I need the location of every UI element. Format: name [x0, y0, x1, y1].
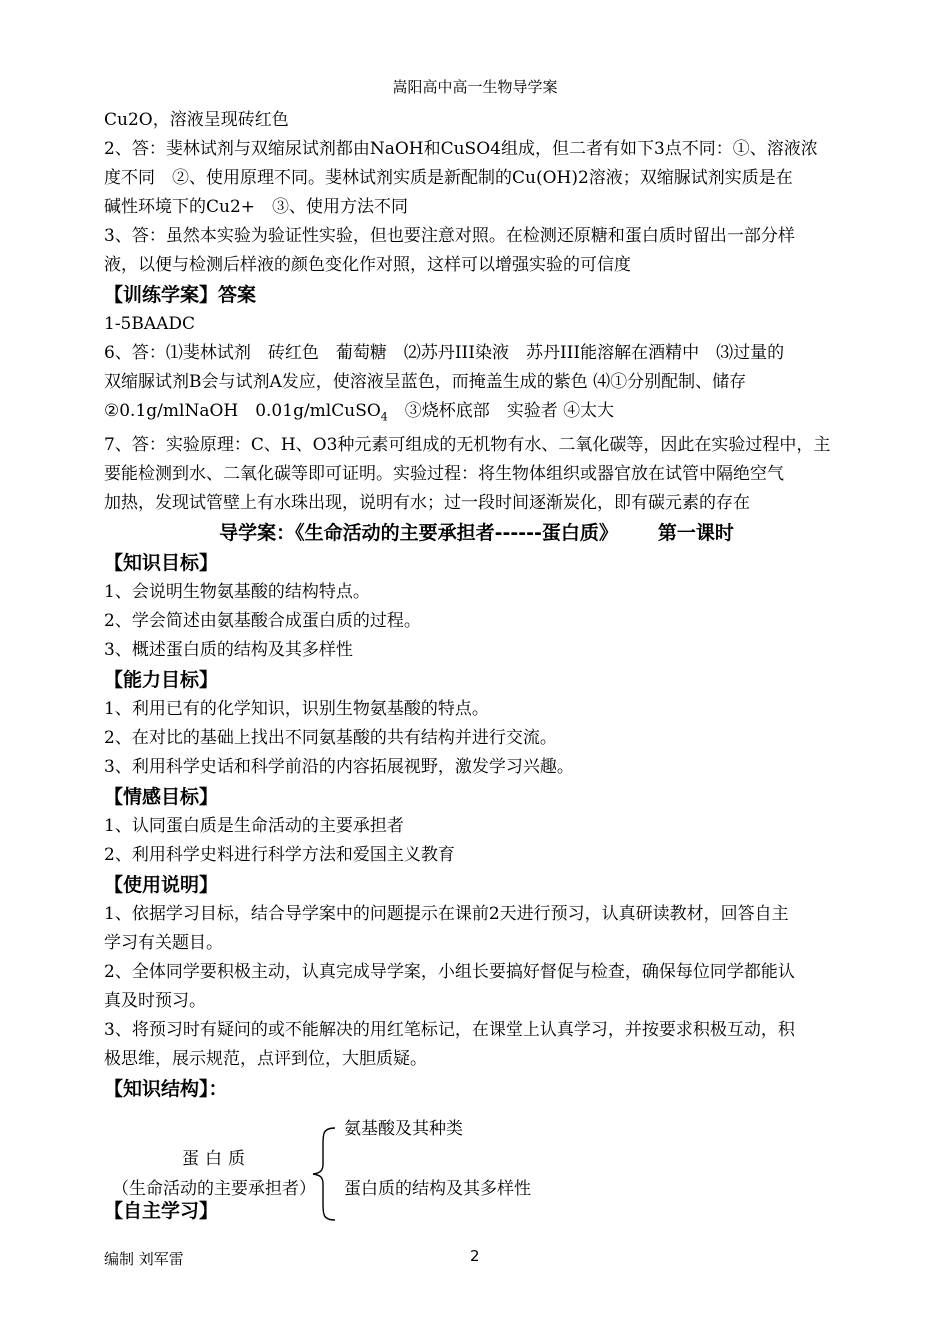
answer-line: Cu2O，溶液呈现砖红色 [104, 110, 289, 130]
training-line: 7、答：实验原理：C、H、O3种元素可组成的无机物有水、二氧化碳等，因此在实验过程中，主 [104, 435, 831, 456]
footer-editor: 编制 刘军雷 [104, 1250, 184, 1268]
document-body [104, 106, 849, 1226]
knowledge-heading: 【知识目标】 [104, 552, 219, 575]
lesson-title [104, 518, 849, 548]
training-line: 要能检测到水、二氧化碳等即可证明。实验过程：将生物体组织或器官放在试管中隔绝空气 [104, 464, 784, 485]
training-line: 1-5BAADC [104, 314, 196, 334]
structure-node: 蛋白质 [182, 1149, 251, 1170]
knowledge-item: 2、学会简述由氨基酸合成蛋白质的过程。 [104, 611, 421, 632]
chem-text: ②0.1g/mlNaOH 0.01g/mlCuSO [104, 401, 381, 421]
answer-line: 度不同 ②、使用原理不同。斐林试剂实质是新配制的Cu(OH)2溶液；双缩脲试剂实质是在 [104, 168, 793, 188]
curly-brace-icon [309, 1126, 339, 1222]
usage-line: 2、全体同学要积极主动，认真完成导学案，小组长要搞好督促与检查，确保每位同学都能认 [104, 962, 795, 983]
structure-heading: 【知识结构】： [104, 1078, 228, 1101]
structure-branch-protein-structure: 蛋白质的结构及其多样性 [344, 1179, 531, 1200]
page-number: 2 [470, 1247, 480, 1265]
structure-branch-amino-acids: 氨基酸及其种类 [344, 1119, 463, 1140]
ability-item: 1、利用已有的化学知识，识别生物氨基酸的特点。 [104, 699, 489, 720]
structure-node-note: （生命活动的主要承担者） [112, 1179, 316, 1200]
training-line: 6、答：⑴斐林试剂 砖红色 葡萄糖 ⑵苏丹III染液 苏丹III能溶解在酒精中 ⑶过量的 [104, 343, 785, 363]
lesson-title-main: 导学案：《生命活动的主要承担者------蛋白质》 [219, 522, 618, 545]
knowledge-item: 1、会说明生物氨基酸的结构特点。 [104, 582, 370, 603]
usage-line: 1、依据学习目标，结合导学案中的问题提示在课前2天进行预习，认真研读教材，回答自主 [104, 904, 789, 925]
emotion-item: 2、利用科学史料进行科学方法和爱国主义教育 [104, 845, 455, 866]
usage-line: 3、将预习时有疑问的或不能解决的用红笔标记，在课堂上认真学习，并按要求积极互动，积 [104, 1020, 795, 1041]
knowledge-structure-diagram [104, 1104, 849, 1222]
answer-line: 液，以便与检测后样液的颜色变化作对照，这样可以增强实验的可信度 [104, 255, 631, 275]
ability-item: 3、利用科学史话和科学前沿的内容拓展视野，激发学习兴趣。 [104, 757, 574, 778]
emotion-heading: 【情感目标】 [104, 786, 219, 809]
self-study-heading: 【自主学习】 [104, 1200, 219, 1223]
usage-line: 学习有关题目。 [104, 933, 223, 954]
usage-line: 真及时预习。 [104, 991, 206, 1012]
answer-line: 2、答：斐林试剂与双缩尿试剂都由NaOH和CuSO4组成，但二者有如下3点不同：①、溶液浓 [104, 139, 818, 159]
chem-text-rest: ③烧杯底部 实验者 ④太大 [387, 401, 615, 421]
answer-line: 3、答：虽然本实验为验证性实验，但也要注意对照。在检测还原糖和蛋白质时留出一部分样 [104, 226, 795, 246]
training-line: 加热，发现试管壁上有水珠出现，说明有水；过一段时间逐渐炭化，即有碳元素的存在 [104, 493, 750, 514]
training-line: 双缩脲试剂B会与试剂A发应，使溶液呈蓝色，而掩盖生成的紫色 ⑷①分别配制、储存 [104, 372, 747, 392]
answer-line: 碱性环境下的Cu2+ ③、使用方法不同 [104, 197, 409, 217]
page-header: 嵩阳高中高一生物导学案 [392, 78, 558, 96]
training-heading: 【训练学案】答案 [104, 284, 257, 306]
training-line-chem [104, 397, 849, 431]
usage-line: 极思维，展示规范，点评到位，大胆质疑。 [104, 1049, 427, 1070]
ability-item: 2、在对比的基础上找出不同氨基酸的共有结构并进行交流。 [104, 728, 557, 749]
emotion-item: 1、认同蛋白质是生命活动的主要承担者 [104, 816, 404, 837]
usage-heading: 【使用说明】 [104, 874, 219, 897]
ability-heading: 【能力目标】 [104, 669, 219, 692]
knowledge-item: 3、概述蛋白质的结构及其多样性 [104, 640, 353, 661]
chem-subscript: 4 [380, 410, 388, 424]
lesson-session: 第一课时 [657, 522, 734, 545]
